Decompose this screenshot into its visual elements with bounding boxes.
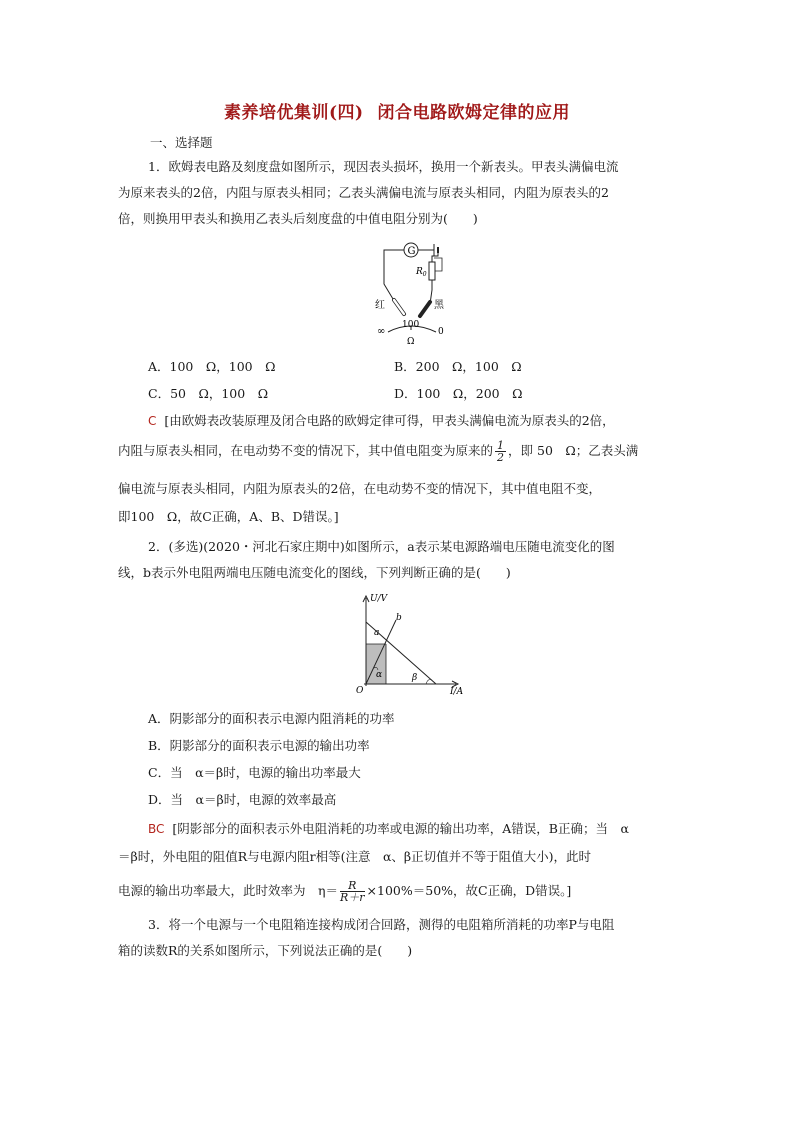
galvanometer-label: G — [407, 246, 416, 257]
origin-label: O — [356, 686, 364, 696]
q1-answer-key: C — [148, 414, 157, 428]
q1-stem-line1: 1．欧姆表电路及刻度盘如图所示，现因表头损坏，换用一个新表头。甲表头满偏电流 — [148, 159, 619, 174]
resistor-r0-label: $R_0$ — [416, 267, 427, 278]
black-probe-label: 黑 — [434, 300, 444, 311]
q1-option-c: C．50 Ω，100 Ω — [148, 386, 269, 401]
q2-option-d: D．当 α＝β时，电源的效率最高 — [148, 792, 337, 807]
angle-beta-label: β — [412, 673, 418, 683]
q1-option-a: A．100 Ω，100 Ω — [148, 359, 276, 374]
black-probe-icon — [420, 302, 430, 316]
q1-answer-line2 — [118, 440, 678, 463]
scale-mid-label: 100 — [402, 320, 420, 330]
title-topic: 闭合电路欧姆定律的应用 — [377, 103, 571, 123]
q1-stem-line3: 倍，则换用甲表头和换用乙表头后刻度盘的中值电阻分别为( ) — [118, 211, 478, 226]
q2-option-b: B．阴影部分的面积表示电源的输出功率 — [148, 738, 370, 753]
q3-stem-line1: 3．将一个电源与一个电阻箱连接构成闭合回路，测得的电阻箱所消耗的功率P与电阻 — [148, 917, 615, 932]
q2-explanation-3a: 电源的输出功率最大，此时效率为 η＝ — [118, 883, 338, 898]
q2-answer-line3 — [118, 880, 678, 903]
q1-answer-line4: 即100 Ω，故C正确，A、B、D错误。] — [118, 509, 339, 524]
q1-explanation-1: [由欧姆表改装原理及闭合电路的欧姆定律可得，甲表头满偏电流为原表头的2倍， — [164, 413, 615, 428]
scale-zero-label: 0 — [438, 327, 444, 337]
q2-answer-key: BC — [148, 822, 165, 836]
q2-explanation-1: [阴影部分的面积表示外电阻消耗的功率或电源的输出功率，A错误，B正确；当 α — [172, 821, 629, 836]
ohmmeter-circuit-figure — [350, 236, 470, 348]
q2-option-a: A．阴影部分的面积表示电源内阻消耗的功率 — [148, 711, 395, 726]
resistor-r0-icon — [429, 262, 435, 280]
line-b-label: b — [396, 613, 402, 623]
q2-stem-line2: 线，b表示外电阻两端电压随电流变化的图线，下列判断正确的是( ) — [118, 565, 511, 580]
q2-explanation-3b: ×100%＝50%，故C正确，D错误。] — [366, 883, 572, 898]
q2-stem-line1: 2．(多选)(2020・河北石家庄期中)如图所示，a表示某电源路端电压随电流变化的图 — [148, 539, 615, 554]
y-axis-label: U/V — [370, 594, 388, 604]
q2-efficiency-fraction: $\frac{R}{R+r}$ — [340, 879, 365, 904]
q1-explanation-2a: 内阻与原表头相同，在电动势不变的情况下，其中值电阻变为原来的 — [118, 443, 494, 458]
q1-answer-line1 — [148, 412, 678, 430]
q3-stem-line2: 箱的读数R的关系如图所示，下列说法正确的是( ) — [118, 943, 413, 958]
q1-fraction: $\frac{1}{2}$ — [497, 439, 505, 464]
title-series: 素养培优集训(四) — [223, 103, 364, 123]
ui-graph-figure — [354, 590, 474, 698]
q2-option-c: C．当 α＝β时，电源的输出功率最大 — [148, 765, 361, 780]
line-a-label: a — [374, 628, 380, 638]
q1-explanation-2b: ，即 50 Ω；乙表头满 — [508, 443, 639, 458]
x-axis-label: I/A — [450, 687, 464, 697]
page-title — [0, 98, 794, 123]
q1-option-d: D．100 Ω，200 Ω — [394, 386, 523, 401]
q1-stem-line2: 为原来表头的2倍，内阻与原表头相同；乙表头满偏电流与原表头相同，内阻为原表头的2 — [118, 185, 609, 200]
scale-unit-label: Ω — [407, 337, 415, 347]
red-probe-label: 红 — [375, 300, 385, 311]
q2-answer-line2: ＝β时，外电阻的阻值R与电源内阻r相等(注意 α、β正切值并不等于阻值大小)，此时 — [118, 849, 592, 864]
scale-infinity-label: ∞ — [377, 326, 386, 337]
q1-option-b: B．200 Ω，100 Ω — [394, 359, 522, 374]
q1-answer-line3: 偏电流与原表头相同，内阻为原表头的2倍，在电动势不变的情况下，其中值电阻不变， — [118, 481, 601, 496]
section-heading: 一、选择题 — [150, 135, 213, 150]
q2-answer-line1 — [148, 820, 678, 838]
angle-alpha-label: α — [376, 670, 383, 680]
